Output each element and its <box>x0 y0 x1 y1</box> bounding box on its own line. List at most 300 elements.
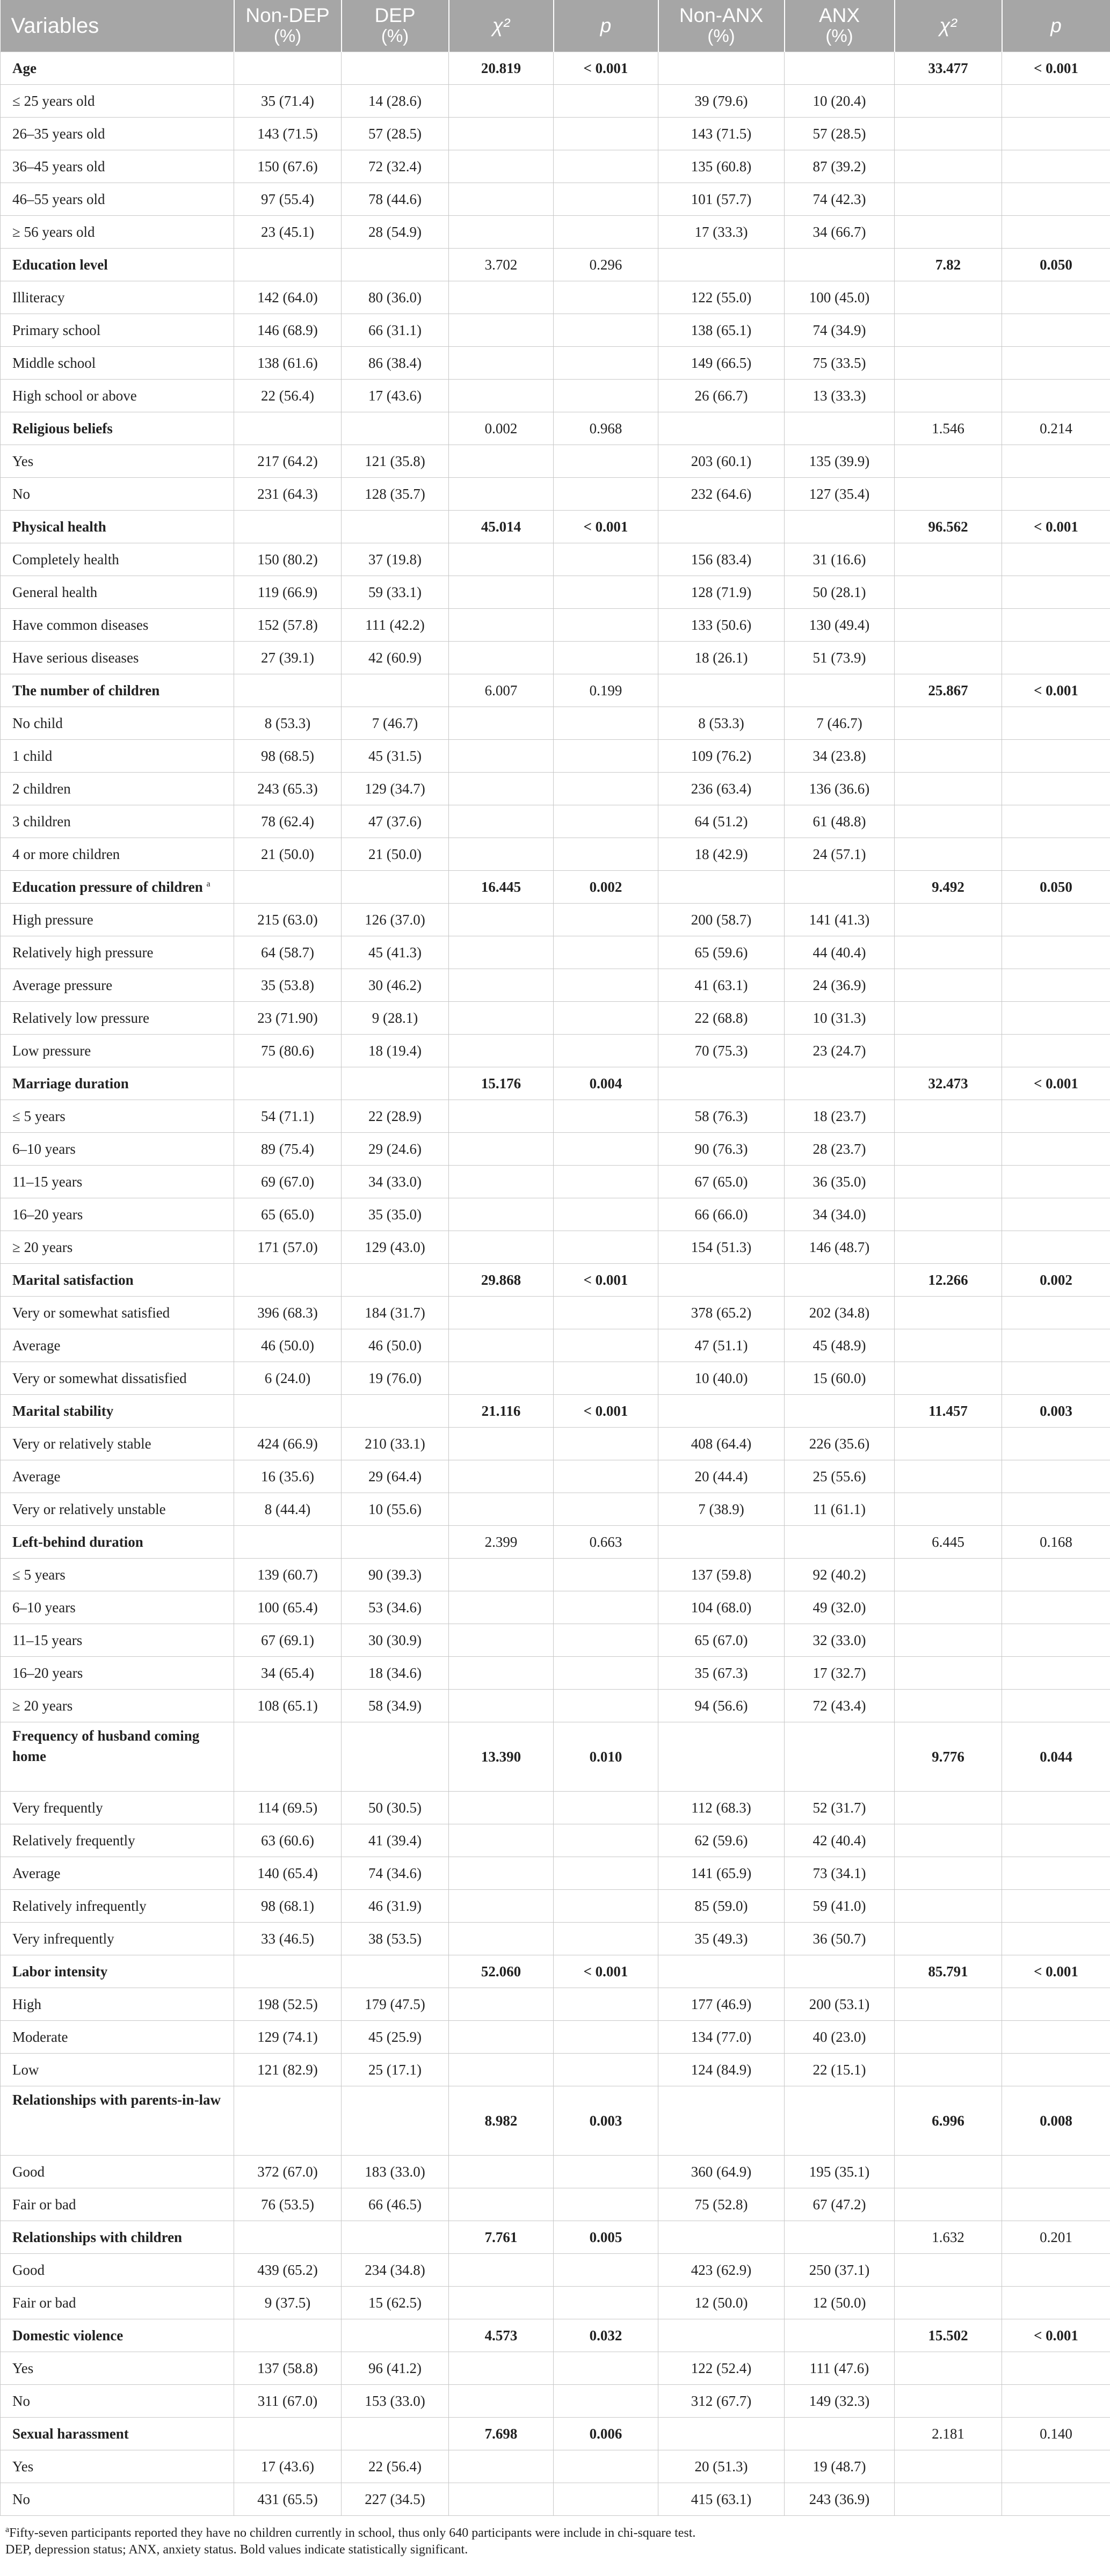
p-anx-cell <box>1002 1297 1110 1329</box>
row-label-text: 11–15 years <box>12 1173 83 1190</box>
dep-cell: 35 (35.0) <box>342 1198 449 1231</box>
non-dep-cell: 372 (67.0) <box>234 2156 342 2188</box>
anx-cell: 73 (34.1) <box>785 1857 895 1890</box>
p-anx-cell: 0.214 <box>1002 412 1110 445</box>
chi-square-dep-cell <box>449 183 554 216</box>
anx-cell: 200 (53.1) <box>785 1988 895 2021</box>
row-label-text: Fair or bad <box>12 2294 76 2311</box>
dep-cell: 10 (55.6) <box>342 1493 449 1526</box>
non-anx-cell: 7 (38.9) <box>658 1493 785 1526</box>
p-anx-cell <box>1002 838 1110 871</box>
p-dep-cell <box>554 707 658 740</box>
chi-square-anx-cell <box>895 347 1002 380</box>
dep-cell: 129 (34.7) <box>342 773 449 805</box>
non-dep-cell: 97 (55.4) <box>234 183 342 216</box>
p-anx-cell <box>1002 1002 1110 1035</box>
p-dep-cell: 0.004 <box>554 1067 658 1100</box>
category-label <box>1 1559 234 1591</box>
p-anx-cell <box>1002 1460 1110 1493</box>
dep-cell: 183 (33.0) <box>342 2156 449 2188</box>
p-anx-cell <box>1002 1923 1110 1955</box>
chi-square-dep-cell <box>449 2188 554 2221</box>
table-row <box>1 1792 1110 1824</box>
anx-cell: 130 (49.4) <box>785 609 895 642</box>
p-dep-cell: 0.010 <box>554 1722 658 1792</box>
row-label-text: 26–35 years old <box>12 125 105 142</box>
p-dep-cell <box>554 2054 658 2086</box>
chi-square-anx-cell <box>895 2385 1002 2418</box>
header-chi-square-anx: χ² <box>895 0 1002 52</box>
non-anx-cell: 149 (66.5) <box>658 347 785 380</box>
variable-group-row <box>1 2319 1110 2352</box>
chi-square-anx-cell <box>895 2450 1002 2483</box>
non-anx-cell: 47 (51.1) <box>658 1329 785 1362</box>
variable-group-row <box>1 511 1110 543</box>
p-anx-cell <box>1002 1559 1110 1591</box>
chi-square-dep-cell: 52.060 <box>449 1955 554 1988</box>
row-label-text: Relatively infrequently <box>12 1897 147 1914</box>
non-dep-cell: 146 (68.9) <box>234 314 342 347</box>
p-anx-cell <box>1002 380 1110 412</box>
non-anx-cell: 20 (51.3) <box>658 2450 785 2483</box>
p-dep-cell <box>554 2352 658 2385</box>
chi-square-anx-cell <box>895 936 1002 969</box>
p-dep-cell: 0.968 <box>554 412 658 445</box>
table-row <box>1 936 1110 969</box>
non-dep-cell: 231 (64.3) <box>234 478 342 511</box>
p-dep-cell <box>554 1493 658 1526</box>
non-dep-cell <box>234 871 342 904</box>
anx-cell <box>785 2221 895 2254</box>
non-anx-cell <box>658 1264 785 1297</box>
anx-cell: 25 (55.6) <box>785 1460 895 1493</box>
p-anx-cell <box>1002 281 1110 314</box>
table-row <box>1 1624 1110 1657</box>
chi-square-anx-cell <box>895 1198 1002 1231</box>
chi-square-anx-cell <box>895 969 1002 1002</box>
row-label-text: 16–20 years <box>12 1664 83 1681</box>
p-dep-cell: 0.006 <box>554 2418 658 2450</box>
table-row <box>1 1657 1110 1690</box>
category-label <box>1 150 234 183</box>
non-anx-cell: 203 (60.1) <box>658 445 785 478</box>
dep-cell: 59 (33.1) <box>342 576 449 609</box>
p-anx-cell <box>1002 1690 1110 1722</box>
dep-cell: 28 (54.9) <box>342 216 449 249</box>
p-dep-cell: 0.199 <box>554 674 658 707</box>
non-anx-cell: 143 (71.5) <box>658 118 785 150</box>
p-anx-cell <box>1002 576 1110 609</box>
anx-cell: 11 (61.1) <box>785 1493 895 1526</box>
dep-cell: 29 (64.4) <box>342 1460 449 1493</box>
p-dep-cell <box>554 380 658 412</box>
p-dep-cell: < 0.001 <box>554 1955 658 1988</box>
row-label-text: ≤ 5 years <box>12 1108 66 1124</box>
non-anx-cell <box>658 871 785 904</box>
table-row <box>1 183 1110 216</box>
p-dep-cell: < 0.001 <box>554 1264 658 1297</box>
row-label-text: Average <box>12 1865 61 1881</box>
non-dep-cell: 9 (37.5) <box>234 2287 342 2319</box>
row-label-text: Physical health <box>12 518 106 535</box>
anx-cell: 34 (66.7) <box>785 216 895 249</box>
variable-label <box>1 2221 234 2254</box>
row-label-text: Relatively low pressure <box>12 1009 149 1026</box>
anx-cell: 59 (41.0) <box>785 1890 895 1923</box>
category-label <box>1 2287 234 2319</box>
table-row <box>1 1100 1110 1133</box>
chi-square-dep-cell <box>449 805 554 838</box>
non-anx-cell: 232 (64.6) <box>658 478 785 511</box>
dep-cell: 46 (50.0) <box>342 1329 449 1362</box>
anx-cell: 52 (31.7) <box>785 1792 895 1824</box>
footnote-marker: a <box>206 879 211 889</box>
dep-cell: 66 (46.5) <box>342 2188 449 2221</box>
p-anx-cell <box>1002 2385 1110 2418</box>
chi-square-dep-cell <box>449 347 554 380</box>
dep-cell: 128 (35.7) <box>342 478 449 511</box>
p-dep-cell <box>554 85 658 118</box>
dep-cell: 17 (43.6) <box>342 380 449 412</box>
dep-cell: 38 (53.5) <box>342 1923 449 1955</box>
anx-cell: 12 (50.0) <box>785 2287 895 2319</box>
chi-square-dep-cell <box>449 2450 554 2483</box>
chi-square-anx-cell <box>895 1824 1002 1857</box>
dep-cell: 18 (34.6) <box>342 1657 449 1690</box>
row-label-text: No <box>12 2392 30 2409</box>
anx-cell: 50 (28.1) <box>785 576 895 609</box>
category-label <box>1 609 234 642</box>
p-dep-cell <box>554 543 658 576</box>
chi-square-dep-cell <box>449 1133 554 1166</box>
anx-cell: 149 (32.3) <box>785 2385 895 2418</box>
p-anx-cell: < 0.001 <box>1002 52 1110 85</box>
p-dep-cell <box>554 2188 658 2221</box>
non-anx-cell <box>658 1526 785 1559</box>
row-label-text: 36–45 years old <box>12 158 105 174</box>
anx-cell: 141 (41.3) <box>785 904 895 936</box>
variable-group-row <box>1 2221 1110 2254</box>
row-label-text: Have common diseases <box>12 616 149 633</box>
chi-square-anx-cell <box>895 1166 1002 1198</box>
p-anx-cell <box>1002 2188 1110 2221</box>
non-anx-cell: 64 (51.2) <box>658 805 785 838</box>
non-anx-cell: 112 (68.3) <box>658 1792 785 1824</box>
chi-square-anx-cell <box>895 1792 1002 1824</box>
chi-square-dep-cell <box>449 576 554 609</box>
non-dep-cell: 100 (65.4) <box>234 1591 342 1624</box>
chi-square-dep-cell: 20.819 <box>449 52 554 85</box>
p-dep-cell <box>554 1559 658 1591</box>
variable-label <box>1 2086 234 2156</box>
non-dep-cell: 138 (61.6) <box>234 347 342 380</box>
chi-square-anx-cell <box>895 281 1002 314</box>
chi-square-anx-cell <box>895 1329 1002 1362</box>
p-anx-cell: 0.168 <box>1002 1526 1110 1559</box>
dep-cell: 129 (43.0) <box>342 1231 449 1264</box>
table-row <box>1 740 1110 773</box>
table-row <box>1 2352 1110 2385</box>
row-label-text: ≥ 20 years <box>12 1697 73 1714</box>
table-row <box>1 969 1110 1002</box>
anx-cell: 40 (23.0) <box>785 2021 895 2054</box>
chi-square-dep-cell <box>449 1624 554 1657</box>
non-anx-cell: 39 (79.6) <box>658 85 785 118</box>
p-dep-cell <box>554 1923 658 1955</box>
p-dep-cell: 0.032 <box>554 2319 658 2352</box>
chi-square-dep-cell: 2.399 <box>449 1526 554 1559</box>
non-anx-cell: 124 (84.9) <box>658 2054 785 2086</box>
dep-cell <box>342 674 449 707</box>
dep-cell: 80 (36.0) <box>342 281 449 314</box>
chi-square-dep-cell <box>449 85 554 118</box>
anx-cell: 87 (39.2) <box>785 150 895 183</box>
non-dep-cell: 152 (57.8) <box>234 609 342 642</box>
category-label <box>1 1657 234 1690</box>
chi-square-dep-cell <box>449 773 554 805</box>
non-anx-cell: 18 (26.1) <box>658 642 785 674</box>
category-label <box>1 1690 234 1722</box>
p-anx-cell <box>1002 2352 1110 2385</box>
row-label-text: 16–20 years <box>12 1206 83 1222</box>
header-p-anx: p <box>1002 0 1110 52</box>
p-anx-cell: 0.050 <box>1002 249 1110 281</box>
row-label-text: 4 or more children <box>12 846 120 862</box>
non-dep-cell: 431 (65.5) <box>234 2483 342 2516</box>
category-label <box>1 1231 234 1264</box>
anx-cell <box>785 2319 895 2352</box>
table-row <box>1 1690 1110 1722</box>
category-label <box>1 936 234 969</box>
dep-cell: 21 (50.0) <box>342 838 449 871</box>
row-label-text: High pressure <box>12 911 93 928</box>
chi-square-anx-cell: 33.477 <box>895 52 1002 85</box>
row-label-text: Frequency of husband coming home <box>12 1728 200 1764</box>
row-label-text: Age <box>12 60 37 76</box>
row-label-text: ≤ 5 years <box>12 1566 66 1583</box>
p-anx-cell <box>1002 1166 1110 1198</box>
chi-square-anx-cell: 6.996 <box>895 2086 1002 2156</box>
non-anx-cell: 67 (65.0) <box>658 1166 785 1198</box>
chi-square-anx-cell: 85.791 <box>895 1955 1002 1988</box>
chi-square-dep-cell <box>449 1559 554 1591</box>
anx-cell: 51 (73.9) <box>785 642 895 674</box>
anx-cell: 74 (42.3) <box>785 183 895 216</box>
table-row <box>1 150 1110 183</box>
p-dep-cell <box>554 609 658 642</box>
dep-cell: 96 (41.2) <box>342 2352 449 2385</box>
non-dep-cell: 69 (67.0) <box>234 1166 342 1198</box>
p-anx-cell <box>1002 2156 1110 2188</box>
p-anx-cell <box>1002 1493 1110 1526</box>
anx-cell: 146 (48.7) <box>785 1231 895 1264</box>
non-anx-cell: 134 (77.0) <box>658 2021 785 2054</box>
p-anx-cell: < 0.001 <box>1002 2319 1110 2352</box>
chi-square-anx-cell: 12.266 <box>895 1264 1002 1297</box>
chi-square-anx-cell <box>895 1591 1002 1624</box>
non-anx-cell <box>658 511 785 543</box>
variable-group-row <box>1 1526 1110 1559</box>
p-dep-cell <box>554 1362 658 1395</box>
row-label-text: 2 children <box>12 780 71 797</box>
non-dep-cell: 150 (80.2) <box>234 543 342 576</box>
anx-cell: 67 (47.2) <box>785 2188 895 2221</box>
dep-cell: 46 (31.9) <box>342 1890 449 1923</box>
table-row <box>1 2287 1110 2319</box>
p-anx-cell <box>1002 347 1110 380</box>
row-label-text: Education pressure of children <box>12 878 203 895</box>
p-dep-cell <box>554 936 658 969</box>
p-anx-cell <box>1002 1624 1110 1657</box>
chi-square-dep-cell: 21.116 <box>449 1395 554 1428</box>
row-label-text: Average <box>12 1337 61 1354</box>
non-dep-cell: 54 (71.1) <box>234 1100 342 1133</box>
dep-cell: 50 (30.5) <box>342 1792 449 1824</box>
non-anx-cell: 133 (50.6) <box>658 609 785 642</box>
p-dep-cell <box>554 1657 658 1690</box>
p-dep-cell <box>554 904 658 936</box>
category-label <box>1 1493 234 1526</box>
variable-label <box>1 1955 234 1988</box>
dep-cell: 86 (38.4) <box>342 347 449 380</box>
table-row <box>1 1493 1110 1526</box>
non-anx-cell: 360 (64.9) <box>658 2156 785 2188</box>
chi-square-anx-cell <box>895 150 1002 183</box>
variable-label <box>1 52 234 85</box>
variable-group-row <box>1 52 1110 85</box>
chi-square-dep-cell <box>449 281 554 314</box>
non-dep-cell <box>234 412 342 445</box>
footnote-abbreviations: DEP, depression status; ANX, anxiety status. Bold values indicate statistically significant. <box>5 2543 468 2557</box>
p-anx-cell <box>1002 85 1110 118</box>
table-row <box>1 805 1110 838</box>
non-dep-cell: 119 (66.9) <box>234 576 342 609</box>
non-anx-cell: 236 (63.4) <box>658 773 785 805</box>
p-dep-cell <box>554 1297 658 1329</box>
chi-square-dep-cell <box>449 1428 554 1460</box>
chi-square-anx-cell <box>895 1428 1002 1460</box>
dep-cell <box>342 1722 449 1792</box>
p-dep-cell <box>554 1035 658 1067</box>
p-anx-cell: < 0.001 <box>1002 674 1110 707</box>
chi-square-anx-cell: 2.181 <box>895 2418 1002 2450</box>
table-row <box>1 1362 1110 1395</box>
non-dep-cell <box>234 1395 342 1428</box>
non-anx-cell: 177 (46.9) <box>658 1988 785 2021</box>
chi-square-anx-cell: 11.457 <box>895 1395 1002 1428</box>
chi-square-anx-cell: 1.546 <box>895 412 1002 445</box>
chi-square-dep-cell <box>449 1198 554 1231</box>
category-label <box>1 380 234 412</box>
row-label-text: The number of children <box>12 682 160 698</box>
chi-square-anx-cell: 7.82 <box>895 249 1002 281</box>
non-anx-cell: 122 (52.4) <box>658 2352 785 2385</box>
row-label-text: Completely health <box>12 551 119 567</box>
variable-label <box>1 511 234 543</box>
anx-cell <box>785 1722 895 1792</box>
dep-cell: 184 (31.7) <box>342 1297 449 1329</box>
p-anx-cell <box>1002 1100 1110 1133</box>
row-label-text: Yes <box>12 2360 34 2376</box>
dep-cell: 22 (28.9) <box>342 1100 449 1133</box>
dep-cell: 179 (47.5) <box>342 1988 449 2021</box>
dep-cell: 30 (30.9) <box>342 1624 449 1657</box>
category-label <box>1 2021 234 2054</box>
p-anx-cell <box>1002 2054 1110 2086</box>
anx-cell <box>785 412 895 445</box>
non-dep-cell: 27 (39.1) <box>234 642 342 674</box>
table-row <box>1 347 1110 380</box>
variable-group-row <box>1 2418 1110 2450</box>
chi-square-dep-cell <box>449 1297 554 1329</box>
non-anx-cell: 35 (67.3) <box>658 1657 785 1690</box>
chi-square-anx-cell <box>895 2188 1002 2221</box>
p-dep-cell <box>554 478 658 511</box>
chi-square-anx-cell <box>895 445 1002 478</box>
chi-square-dep-cell <box>449 478 554 511</box>
table-row <box>1 380 1110 412</box>
anx-cell: 34 (23.8) <box>785 740 895 773</box>
p-dep-cell <box>554 1428 658 1460</box>
dep-cell: 9 (28.1) <box>342 1002 449 1035</box>
non-dep-cell: 198 (52.5) <box>234 1988 342 2021</box>
p-dep-cell <box>554 118 658 150</box>
p-dep-cell: 0.005 <box>554 2221 658 2254</box>
non-dep-cell <box>234 1264 342 1297</box>
p-dep-cell <box>554 2385 658 2418</box>
chi-square-dep-cell <box>449 2287 554 2319</box>
table-row <box>1 1166 1110 1198</box>
chi-square-anx-cell <box>895 2352 1002 2385</box>
non-anx-cell: 65 (67.0) <box>658 1624 785 1657</box>
p-anx-cell: 0.003 <box>1002 1395 1110 1428</box>
table-row <box>1 1591 1110 1624</box>
p-dep-cell: < 0.001 <box>554 52 658 85</box>
chi-square-dep-cell <box>449 314 554 347</box>
p-dep-cell <box>554 805 658 838</box>
variable-label <box>1 674 234 707</box>
p-dep-cell <box>554 740 658 773</box>
table-row <box>1 543 1110 576</box>
chi-square-dep-cell <box>449 2054 554 2086</box>
chi-square-dep-cell <box>449 1591 554 1624</box>
row-label-text: Fair or bad <box>12 2196 76 2213</box>
chi-square-dep-cell: 15.176 <box>449 1067 554 1100</box>
dep-cell: 45 (31.5) <box>342 740 449 773</box>
non-dep-cell: 34 (65.4) <box>234 1657 342 1690</box>
dep-cell <box>342 249 449 281</box>
non-dep-cell: 139 (60.7) <box>234 1559 342 1591</box>
anx-cell: 7 (46.7) <box>785 707 895 740</box>
non-anx-cell: 138 (65.1) <box>658 314 785 347</box>
anx-cell <box>785 2418 895 2450</box>
variable-group-row <box>1 412 1110 445</box>
variable-group-row <box>1 1955 1110 1988</box>
p-anx-cell <box>1002 1657 1110 1690</box>
p-anx-cell: < 0.001 <box>1002 1067 1110 1100</box>
table-row <box>1 1988 1110 2021</box>
row-label-text: Relatively frequently <box>12 1832 135 1849</box>
p-anx-cell <box>1002 478 1110 511</box>
dep-cell <box>342 2086 449 2156</box>
non-anx-cell <box>658 2418 785 2450</box>
non-anx-cell <box>658 1067 785 1100</box>
dep-cell: 15 (62.5) <box>342 2287 449 2319</box>
chi-square-anx-cell: 32.473 <box>895 1067 1002 1100</box>
non-anx-cell: 8 (53.3) <box>658 707 785 740</box>
chi-square-dep-cell <box>449 543 554 576</box>
p-dep-cell <box>554 1857 658 1890</box>
